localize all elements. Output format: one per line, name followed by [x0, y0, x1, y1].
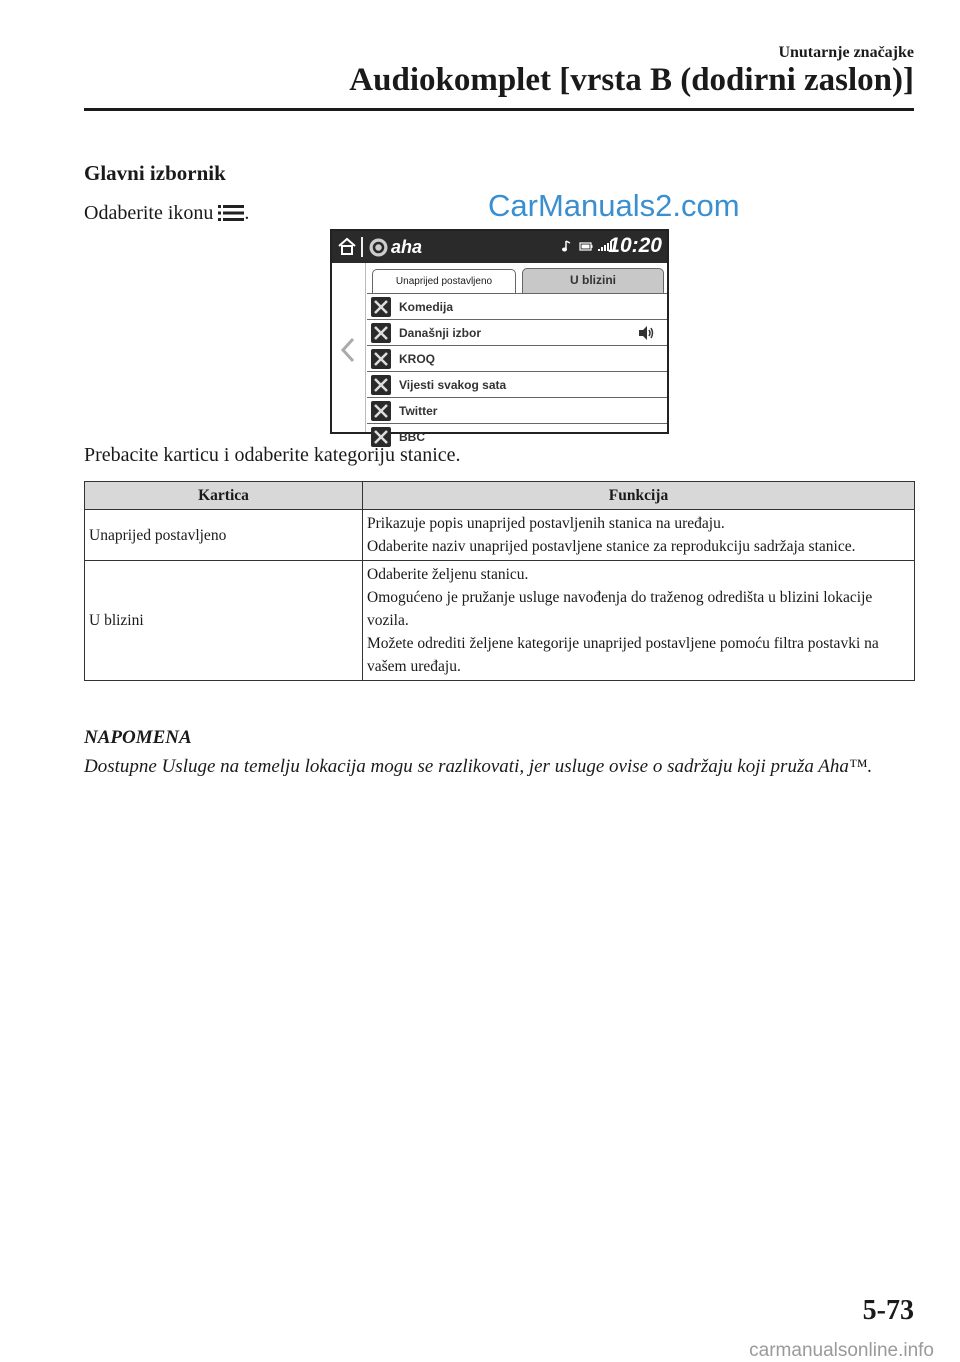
- list-item-label: Komedija: [399, 300, 454, 314]
- home-icon[interactable]: [337, 236, 357, 261]
- x-icon: [371, 323, 391, 343]
- function-line: Možete odrediti željene kategorije unaprijed postavljene pomoću filtra postavki na vašem uređaju.: [367, 635, 879, 675]
- x-icon: [371, 401, 391, 421]
- list-item[interactable]: [367, 345, 667, 371]
- tab-preset[interactable]: Unaprijed postavljeno: [372, 269, 516, 294]
- table-row: [85, 561, 915, 681]
- left-panel: [332, 263, 366, 432]
- speaker-icon: [637, 325, 655, 344]
- table-cell-tab: Unaprijed postavljeno: [85, 510, 363, 561]
- footer-watermark: carmanualsonline.info: [749, 1340, 934, 1361]
- page-title: Audiokomplet [vrsta B (dodirni zaslon)]: [349, 62, 914, 98]
- x-icon: [371, 349, 391, 369]
- table-header: Kartica: [85, 482, 363, 510]
- list-item-label: KROQ: [399, 352, 435, 366]
- list-item-label: Današnji izbor: [399, 326, 482, 340]
- tab-nearby[interactable]: U blizini: [522, 268, 664, 294]
- list-item-label: Twitter: [399, 404, 438, 418]
- clock: 10:20: [608, 234, 662, 257]
- function-line: Omogućeno je pružanje usluge navođenja do traženog odredišta u blizini lokacije vozila.: [367, 589, 873, 629]
- caption: Prebacite karticu i odaberite kategoriju stanice.: [84, 444, 461, 466]
- table-row: [85, 510, 915, 561]
- function-line: Odaberite naziv unaprijed postavljene stanice za reprodukciju sadržaja stanice.: [367, 538, 856, 555]
- header-rule: [84, 108, 914, 111]
- table-cell-function: [363, 561, 915, 681]
- function-line: Prikazuje popis unaprijed postavljenih stanica na uređaju.: [367, 515, 725, 532]
- x-icon: [371, 375, 391, 395]
- list-icon: [218, 204, 244, 228]
- function-line: Odaberite željenu stanicu.: [367, 566, 529, 583]
- list-item-label: BBC: [399, 430, 425, 444]
- table-header: Funkcija: [363, 482, 915, 510]
- bar-separator: [361, 237, 363, 257]
- list-item-label: Vijesti svakog sata: [399, 378, 507, 392]
- function-table: [84, 481, 915, 681]
- page-number: 5-73: [862, 1295, 914, 1326]
- note-heading: NAPOMENA: [84, 727, 192, 748]
- battery-icon: [580, 243, 593, 250]
- list-item[interactable]: [367, 371, 667, 397]
- header-section: Unutarnje značajke: [778, 44, 914, 61]
- instruction-line: [84, 202, 249, 228]
- table-header-row: [85, 482, 915, 510]
- aha-screen: [330, 229, 669, 444]
- music-note-icon: [562, 241, 570, 252]
- list-item[interactable]: [367, 319, 667, 345]
- watermark: CarManuals2.com: [488, 188, 740, 223]
- instruction-text: Odaberite ikonu: [84, 202, 214, 224]
- list-item[interactable]: [367, 293, 667, 319]
- table-cell-tab: U blizini: [85, 561, 363, 681]
- x-icon: [371, 297, 391, 317]
- section-heading: Glavni izbornik: [84, 161, 226, 185]
- table-cell-function: [363, 510, 915, 561]
- list-item[interactable]: [367, 397, 667, 423]
- aha-logo-icon: [369, 238, 388, 262]
- top-bar: [332, 231, 667, 263]
- instruction-end: .: [244, 202, 250, 224]
- back-arrow-icon[interactable]: [340, 337, 356, 368]
- note-text: Dostupne Usluge na temelju lokacija mogu se razlikovati, jer usluge ovise o sadržaju koji pruža Aha™.: [84, 756, 873, 777]
- app-name: aha: [391, 237, 423, 257]
- station-list: [367, 293, 667, 449]
